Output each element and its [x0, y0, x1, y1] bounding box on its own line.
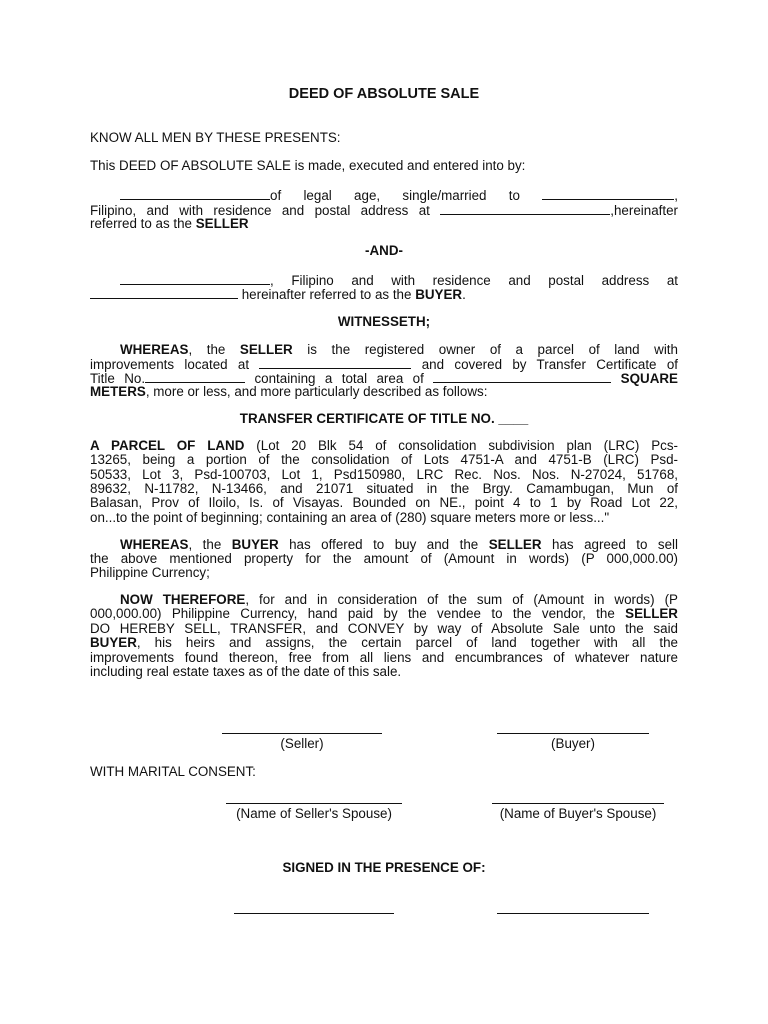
now-line-2: 000,000.00) Philippine Currency, hand paid by the vendee to the vendor, the SELLER [90, 606, 678, 621]
title-no-blank [145, 370, 245, 383]
intro-line-1: KNOW ALL MEN BY THESE PRESENTS: [90, 130, 341, 145]
buyer-line-2: hereinafter referred to as the BUYER. [90, 286, 678, 302]
seller-signature-label: (Seller) [280, 736, 324, 751]
seller-label: SELLER [195, 216, 249, 231]
seller-line-2: Filipino, and with residence and postal address at ,hereinafter [90, 203, 678, 218]
whereas1-line-3: Title No. containing a total area of SQUARE [90, 371, 678, 386]
buyer-spouse-signature-block [486, 803, 670, 821]
whereas2-line-2: the above mentioned property for the amount of (Amount in words) (P 000,000.00) [90, 551, 678, 566]
whereas1-line-4: METERS, more or less, and more particularly described as follows: [90, 384, 488, 399]
presence-heading: SIGNED IN THE PRESENCE OF: [282, 860, 486, 875]
whereas1-line-1: WHEREAS, the SELLER is the registered owner of a parcel of land with [120, 342, 678, 357]
witness-1-signature-line[interactable] [234, 913, 394, 914]
and-separator: -AND- [365, 243, 403, 258]
now-line-5: improvements found thereon, free from all liens and encumbrances of whatever nature [90, 650, 678, 665]
marital-consent-heading: WITH MARITAL CONSENT: [90, 764, 256, 779]
witness-2-block [497, 913, 649, 914]
tct-heading: TRANSFER CERTIFICATE OF TITLE NO. ____ [239, 411, 529, 426]
whereas2-line-1: WHEREAS, the BUYER has offered to buy and the SELLER has agreed to sell [120, 537, 678, 552]
buyer-signature-line[interactable] [497, 733, 649, 734]
witnesseth-heading: WITNESSETH; [337, 314, 431, 329]
seller-name-blank [120, 187, 270, 200]
now-line-4: BUYER, his heirs and assigns, the certain parcel of land together with all the [90, 635, 678, 650]
buyer-address-blank [90, 286, 238, 299]
parcel-line-6: on...to the point of beginning; containing an area of (280) square meters more or less..." [90, 510, 610, 525]
buyer-line-1: , Filipino and with residence and postal address at [90, 272, 678, 288]
seller-address-blank [440, 202, 610, 215]
parcel-line-1: A PARCEL OF LAND (Lot 20 Blk 54 of consolidation subdivision plan (LRC) Pcs- [90, 438, 678, 453]
whereas2-line-3: Philippine Currency; [90, 565, 210, 580]
parcel-line-3: 50533, Lot 3, Psd-100703, Lot 1, Psd150980, LRC Rec. Nos. Nos. N-27024, 51768, [90, 467, 678, 482]
seller-spouse-label: (Name of Seller's Spouse) [236, 806, 392, 821]
seller-signature-block [222, 733, 382, 751]
buyer-spouse-signature-line[interactable] [492, 803, 664, 804]
spouse-name-blank [542, 187, 674, 200]
whereas1-line-2: improvements located at and covered by Transfer Certificate of [90, 357, 678, 372]
witness-1-block [234, 913, 394, 914]
intro-line-2: This DEED OF ABSOLUTE SALE is made, executed and entered into by: [90, 158, 526, 173]
now-line-6: including real estate taxes as of the date of this sale. [90, 664, 402, 679]
buyer-signature-block [497, 733, 649, 751]
buyer-name-blank [120, 272, 270, 285]
seller-spouse-signature-block [222, 803, 406, 821]
buyer-label: BUYER [415, 287, 463, 302]
seller-signature-line[interactable] [222, 733, 382, 734]
seller-line-1: of legal age, single/married to , [90, 187, 678, 203]
now-line-3: DO HEREBY SELL, TRANSFER, and CONVEY by way of Absolute Sale unto the said [90, 621, 678, 636]
seller-line-3: referred to as the SELLER [90, 216, 249, 231]
parcel-line-5: Balasan, Prov of Iloilo, Is. of Visayas. Bounded on NE., point 4 to 1 by Road Lot 22, [90, 495, 678, 510]
parcel-line-2: 13265, being a portion of the consolidation of Lots 4751-A and 4751-B (LRC) Psd- [90, 452, 678, 467]
location-blank [259, 356, 411, 369]
witness-2-signature-line[interactable] [497, 913, 649, 914]
seller-spouse-signature-line[interactable] [226, 803, 402, 804]
buyer-spouse-label: (Name of Buyer's Spouse) [499, 806, 657, 821]
area-blank [433, 370, 611, 383]
buyer-signature-label: (Buyer) [551, 736, 595, 751]
document-title: DEED OF ABSOLUTE SALE [288, 86, 480, 102]
now-line-1: NOW THEREFORE, for and in consideration of the sum of (Amount in words) (P [120, 592, 678, 607]
parcel-line-4: 89632, N-11782, N-13466, and 21071 situated in the Brgy. Camambugan, Mun of [90, 481, 678, 496]
